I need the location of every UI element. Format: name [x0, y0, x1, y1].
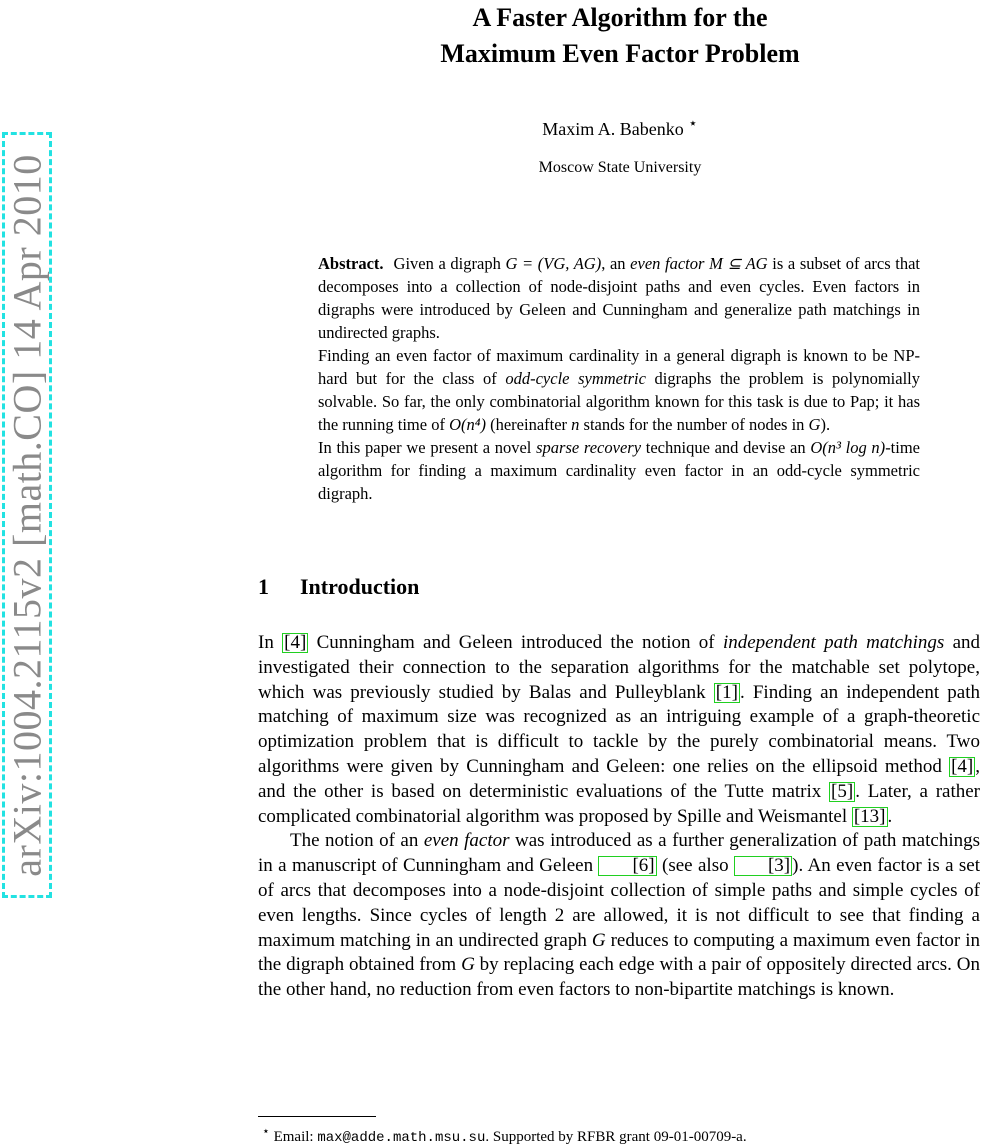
footnote-mark: ⋆ — [262, 1124, 270, 1138]
author — [300, 114, 940, 140]
paper-title — [300, 0, 940, 72]
email-address: max@adde.math.msu.su — [317, 1130, 486, 1146]
footnote-divider — [258, 1116, 376, 1117]
citation-link[interactable]: [13] — [853, 805, 886, 827]
citation-link[interactable]: [3] — [734, 856, 792, 876]
abstract-paragraph-1: Abstract. Given a digraph G = (VG, AG), an even factor M ⊆ AG is a subset of arcs that decomposes into a collection of node-disjoint paths and even cycles. Even factors in digraphs were introduced by Geleen and Cunningham and generalize path matchings in undirected graphs. — [318, 254, 920, 342]
intro-paragraph-2: The notion of an even factor was introduced as a further generalization of path matchings in a manuscript of Cunningham and Geleen [6] (see also [3] ). An even factor is a set of arcs that decomposes into a node-disjoint collection of simple paths and simple cycles of even lengths. Since cycles of length 2 are allowed, it is not difficult to see that finding a maximum matching in an undirected graph G reduces to computing a maximum even factor in the digraph obtained from G by replacing each edge with a pair of oppositely directed arcs. On the other hand, no reduction from even factors to non-bipartite matchings is known. — [258, 830, 980, 1001]
arxiv-stamp[interactable] — [2, 132, 52, 898]
section-number: 1 — [258, 574, 269, 599]
abstract — [318, 252, 920, 505]
abstract-label: Abstract. — [318, 254, 384, 273]
citation-link[interactable]: [1] — [715, 681, 738, 703]
section-title: Introduction — [300, 574, 420, 599]
citation-link[interactable]: [5] — [831, 780, 854, 802]
abstract-paragraph-3: In this paper we present a novel sparse recovery technique and devise an O(n³ log n)-time algorithm for finding a maximum cardinality even factor in an odd-cycle symmetric digraph. — [318, 438, 921, 503]
footnote: ⋆ Email: max@adde.math.msu.su. Supported by RFBR grant 09-01-00709-a. — [262, 1124, 747, 1146]
intro-paragraph-1: In [4] Cunningham and Geleen introduced the notion of independent path matchings and investigated their connection to the separation algorithms for the matchable set polytope, which was previously studied by Balas and Pulleyblank [1] . Finding an independent path matching of maximum size was recognized as an intriguing example of a graph-theoretic optimization problem that is difficult to tackle by the purely combinatorial means. Two algorithms were given by Cunningham and Geleen: one relies on the ellipsoid method [4] , and the other is based on deterministic evaluations of the Tutte matrix [5] . Later, a rather complicated combinatorial algorithm was proposed by Spille and Weismantel [13] . — [258, 632, 981, 827]
arxiv-id[interactable]: arXiv:1004.2115v2 [math.CO] 14 Apr 2010 — [4, 153, 50, 877]
introduction-body — [258, 631, 980, 1003]
section-heading — [258, 574, 419, 600]
affiliation: Moscow State University — [538, 159, 702, 176]
title-line-1: A Faster Algorithm for the — [472, 3, 768, 32]
title-line-2: Maximum Even Factor Problem — [440, 39, 800, 68]
author-footnote-mark[interactable]: ⋆ — [688, 116, 698, 132]
citation-link[interactable]: [4] — [284, 632, 307, 653]
author-name: Maxim A. Babenko — [542, 119, 684, 139]
abstract-paragraph-2: Finding an even factor of maximum cardinality in a general digraph is known to be NP-hard but for the class of odd-cycle symmetric digraphs the problem is polynomially solvable. So far, the only combinatorial algorithm known for this task is due to Pap; it has the running time of O(n⁴) (hereinafter n stands for the number of nodes in G). — [318, 346, 921, 434]
citation-link[interactable]: [4] — [951, 755, 974, 777]
citation-link[interactable]: [6] — [598, 856, 656, 876]
